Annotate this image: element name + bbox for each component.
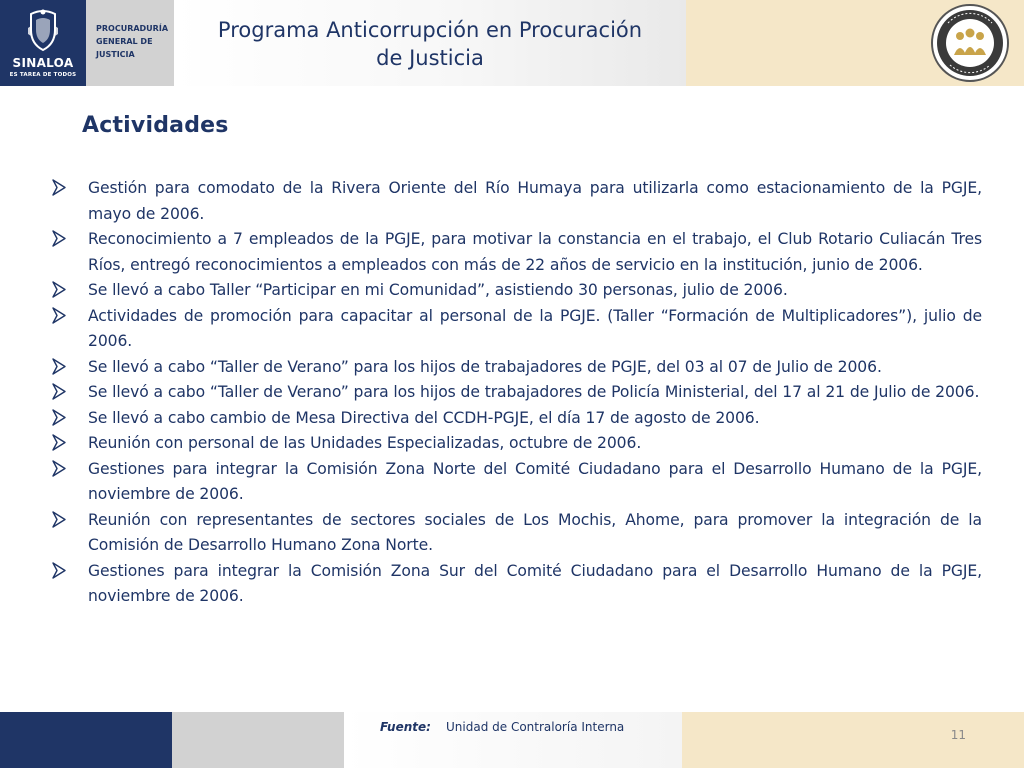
seal-block bbox=[686, 0, 1024, 86]
arrow-bullet-icon bbox=[52, 383, 66, 400]
list-item bbox=[52, 304, 982, 355]
arrow-bullet-icon bbox=[52, 179, 66, 196]
arrow-bullet-icon bbox=[52, 511, 66, 528]
list-item-text: Se llevó a cabo cambio de Mesa Directiva del CCDH-PGJE, el día 17 de agosto de 2006. bbox=[88, 408, 760, 427]
institution-block bbox=[86, 0, 174, 86]
arrow-bullet-icon bbox=[52, 434, 66, 451]
source-label: Fuente: bbox=[380, 720, 431, 734]
arrow-bullet-icon bbox=[52, 281, 66, 298]
list-item-text: Reunión con personal de las Unidades Especializadas, octubre de 2006. bbox=[88, 434, 642, 452]
institution-line: PROCURADURÍA bbox=[96, 24, 169, 33]
list-item bbox=[52, 457, 982, 508]
list-item bbox=[52, 559, 982, 610]
list-item-text: Actividades de promoción para capacitar al personal de la PGJE. (Taller “Formación de Multiplicadores”), julio de 2006. bbox=[88, 306, 982, 350]
list-item bbox=[52, 227, 982, 278]
logo-slogan: ES TAREA DE TODOS bbox=[9, 72, 77, 78]
institution-line: GENERAL DE bbox=[96, 37, 153, 46]
arrow-bullet-icon bbox=[52, 562, 66, 579]
page-title bbox=[174, 16, 686, 72]
list-item-text: Se llevó a cabo “Taller de Verano” para los hijos de trabajadores de Policía Ministerial, del 17 al 21 de Julio de 2006. bbox=[88, 383, 980, 401]
slide-header bbox=[0, 0, 1024, 86]
list-item-text: Reunión con representantes de sectores sociales de Los Mochis, Ahome, para promover la integración de la Comisión de Desarrollo Humano Zona Norte. bbox=[88, 510, 982, 554]
footer-band-cream bbox=[682, 712, 1024, 768]
sinaloa-logo bbox=[0, 0, 86, 86]
arrow-bullet-icon bbox=[52, 307, 66, 324]
slide-footer bbox=[0, 712, 1024, 768]
list-item bbox=[52, 355, 982, 381]
footer-band-navy bbox=[0, 712, 172, 768]
list-item-text: Gestiones para integrar la Comisión Zona Norte del Comité Ciudadano para el Desarrollo Humano de la PGJE, noviembre de 2006. bbox=[88, 459, 982, 503]
logo-name: SINALOA bbox=[12, 56, 74, 70]
institution-line: JUSTICIA bbox=[96, 50, 135, 59]
list-item bbox=[52, 406, 982, 432]
arrow-bullet-icon bbox=[52, 358, 66, 375]
page-title-line: de Justicia bbox=[376, 46, 484, 70]
arrow-bullet-icon bbox=[52, 409, 66, 426]
sinaloa-shield-icon bbox=[27, 8, 59, 52]
arrow-bullet-icon bbox=[52, 460, 66, 477]
committee-seal-icon bbox=[930, 3, 1010, 83]
arrow-bullet-icon bbox=[52, 230, 66, 247]
list-item bbox=[52, 176, 982, 227]
activities-list bbox=[52, 176, 982, 610]
section-title: Actividades bbox=[82, 113, 229, 138]
list-item bbox=[52, 380, 982, 406]
footer-band-grey bbox=[172, 712, 344, 768]
list-item bbox=[52, 278, 982, 304]
list-item-text: Se llevó a cabo Taller “Participar en mi Comunidad”, asistiendo 30 personas, julio de 2006. bbox=[88, 281, 788, 299]
list-item-text: Gestión para comodato de la Rivera Oriente del Río Humaya para utilizarla como estacionamiento de la PGJE, mayo de 2006. bbox=[88, 179, 982, 223]
title-block bbox=[174, 0, 686, 86]
list-item-text: Reconocimiento a 7 empleados de la PGJE, para motivar la constancia en el trabajo, el Club Rotario Culiacán Tres Ríos, entregó reconocimientos a empleados con más de 22 años de servicio en la institución, junio de 2006. bbox=[88, 230, 982, 274]
list-item bbox=[52, 431, 982, 457]
list-item-text: Gestiones para integrar la Comisión Zona Sur del Comité Ciudadano para el Desarrollo Humano de la PGJE, noviembre de 2006. bbox=[88, 561, 982, 605]
page-title-line: Programa Anticorrupción en Procuración bbox=[217, 18, 643, 42]
source-text: Unidad de Contraloría Interna bbox=[446, 720, 625, 734]
list-item-text: Se llevó a cabo “Taller de Verano” para los hijos de trabajadores de PGJE, del 03 al 07 de Julio de 2006. bbox=[88, 357, 882, 376]
page-number: 11 bbox=[950, 728, 966, 742]
list-item bbox=[52, 508, 982, 559]
institution-name bbox=[96, 22, 172, 61]
